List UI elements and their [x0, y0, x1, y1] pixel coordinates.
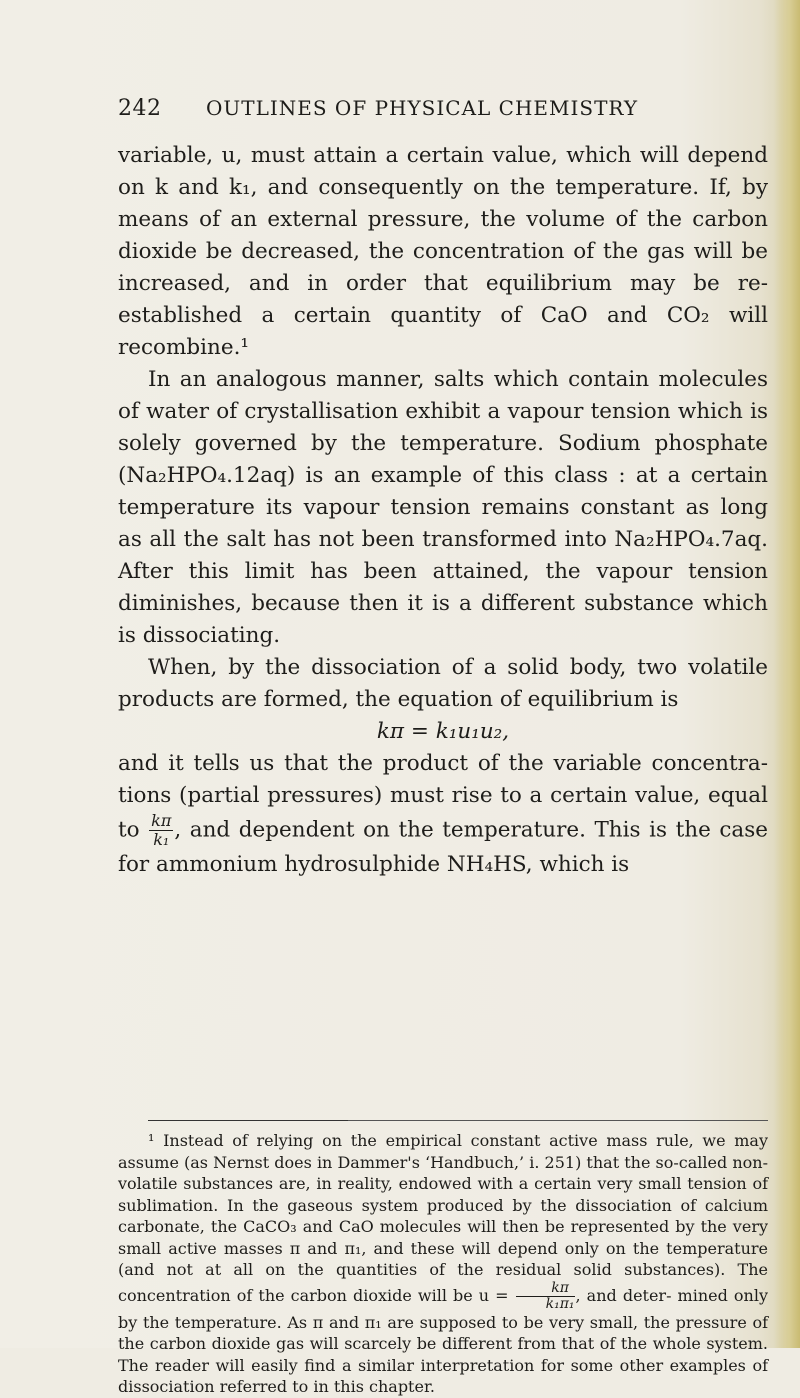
running-title: OUTLINES OF PHYSICAL CHEMISTRY: [206, 96, 639, 120]
running-header: [118, 96, 768, 124]
footnote-text-end: , and deter- mined only by the temperature. As π and π₁ are supposed to be very small, the pressure of the carbon dioxide gas will scarcely be different from that of the whole system. The reader will easily find a similar interpretation for some other examples of dissociation referred to in this chapter.: [118, 1285, 768, 1396]
paragraph-4: [118, 748, 768, 881]
fraction-denominator: k₁: [153, 830, 170, 849]
main-text: [118, 140, 768, 881]
equilibrium-formula: kπ = k₁u₁u₂,: [376, 719, 510, 744]
paragraph-4-start: and it tells us that the product of the variable concentra- tions (partial pressures) must rise to a certain value, equal to: [118, 751, 768, 843]
footnote-rule-extension: [348, 1120, 768, 1121]
paragraph-2: In an analogous manner, salts which contain molecules of water of crystallisation exhibit a vapour tension which is solely governed by the temperature. Sodium phosphate (Na₂HPO₄.12aq) is an example of this class : at a certain temperature its vapour tension remains constant as long as all the salt has not been transformed into Na₂HPO₄.7aq. After this limit has been attained, the vapour tension diminishes, because then it is a different substance which is dissociating.: [118, 367, 768, 648]
fraction-k-pi-over-k1: [149, 812, 173, 849]
footnote-text-start: ¹ Instead of relying on the empirical constant active mass rule, we may assume (as Nernst does in Dammer's ‘Handbuch,’ i. 251) that the so-called non-volatile substances are, in reality, endowed with a certain very small tension of sublimation. In the gaseous system produced by the dissociation of calcium carbonate, the CaCO₃ and CaO molecules will then be represented by the very small active masses π and π₁, and these will depend only on the temperature (and not at all on the quantities of the residual solid substances). The concentration of the carbon dioxide will be u =: [118, 1131, 768, 1305]
paragraph-4-end: , and dependent on the temperature. This is the case for ammonium hydrosulphide NH₄HS, which is: [118, 817, 768, 877]
footnote-rule: [148, 1120, 348, 1121]
footnote-paragraph: [118, 1130, 768, 1398]
footnote-fraction-denominator: k₁π₁: [545, 1295, 575, 1312]
page-number: 242: [118, 96, 162, 121]
footnote-fraction: [516, 1281, 575, 1312]
paragraph-1: variable, u, must attain a certain value, which will depend on k and k₁, and consequently on the temperature. If, by means of an external pressure, the volume of the carbon dioxide be decreased, the concentration of the gas will be increased, and in order that equilibrium may be re-established a certain quantity of CaO and CO₂ will recombine.¹: [118, 143, 768, 360]
footnote-fraction-numerator: kπ: [516, 1281, 575, 1297]
paragraph-3: When, by the dissociation of a solid body, two volatile products are formed, the equation of equilibrium is: [118, 655, 768, 712]
fraction-numerator: kπ: [151, 811, 172, 830]
footnote: [118, 1130, 768, 1398]
page-edge-shadow: [774, 0, 800, 1348]
